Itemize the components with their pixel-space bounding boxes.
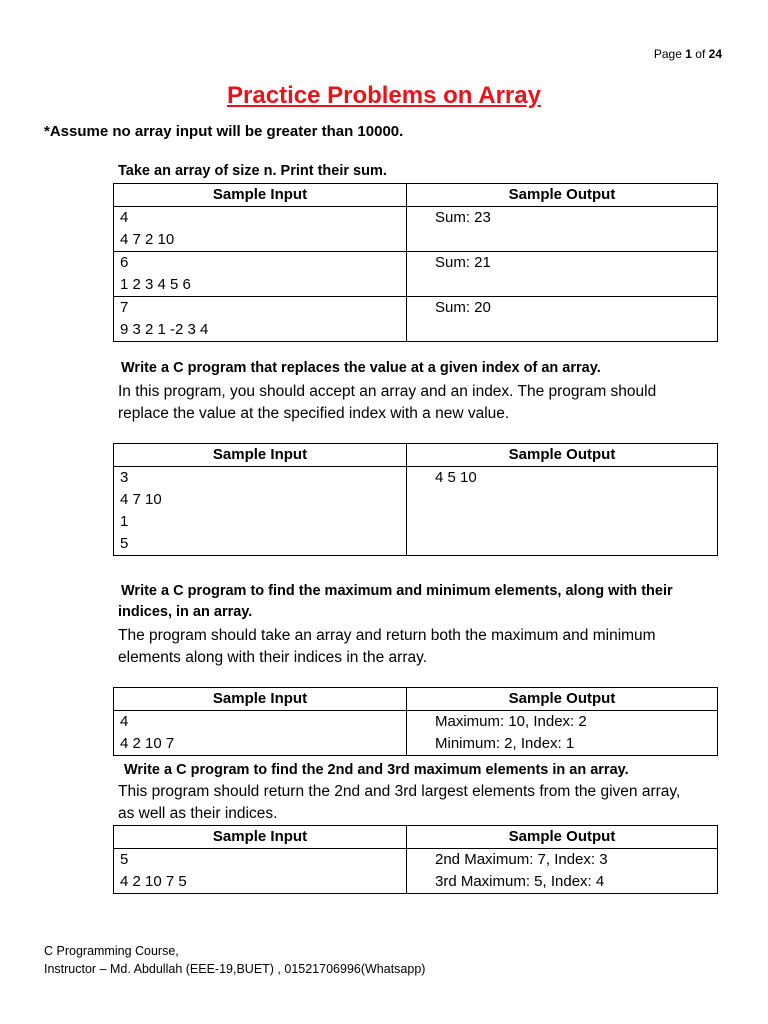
input-line: 4 2 10 7 bbox=[120, 735, 175, 752]
problem-2-description bbox=[118, 381, 656, 425]
page-of: of bbox=[695, 47, 706, 61]
page-number bbox=[654, 47, 722, 61]
footer-course: C Programming Course, bbox=[44, 944, 179, 958]
description-line: replace the value at the specified index with a new value. bbox=[118, 405, 510, 422]
page-title: Practice Problems on Array bbox=[227, 82, 541, 109]
input-line: 9 3 2 1 -2 3 4 bbox=[120, 321, 209, 338]
sample-input-header: Sample Input bbox=[114, 688, 407, 711]
problem-1-table bbox=[113, 183, 718, 342]
problem-4-heading: Write a C program to find the 2nd and 3rd maximum elements in an array. bbox=[124, 762, 629, 778]
description-line: This program should return the 2nd and 3rd largest elements from the given array, bbox=[118, 783, 681, 800]
problem-3-heading-cont: indices, in an array. bbox=[118, 604, 253, 620]
sample-output-cell bbox=[407, 297, 718, 342]
input-line: 1 2 3 4 5 6 bbox=[120, 276, 191, 293]
problem-4-description bbox=[118, 781, 680, 825]
sample-input-cell bbox=[114, 467, 407, 556]
output-line: Sum: 23 bbox=[435, 209, 491, 226]
problem-3-heading: Write a C program to find the maximum and minimum elements, along with their bbox=[121, 583, 673, 599]
assumption-note: *Assume no array input will be greater than 10000. bbox=[44, 123, 404, 140]
problem-3-table bbox=[113, 687, 718, 756]
problem-2-table bbox=[113, 443, 718, 556]
input-line: 5 bbox=[120, 851, 129, 868]
table-row bbox=[114, 467, 718, 556]
output-line: 2nd Maximum: 7, Index: 3 bbox=[435, 851, 608, 868]
sample-output-header: Sample Output bbox=[407, 826, 718, 849]
input-line: 5 bbox=[120, 535, 129, 552]
table-row bbox=[114, 207, 718, 252]
input-line: 4 bbox=[120, 209, 129, 226]
output-line: Minimum: 2, Index: 1 bbox=[435, 735, 575, 752]
input-line: 6 bbox=[120, 254, 129, 271]
sample-output-cell bbox=[407, 252, 718, 297]
sample-output-cell bbox=[407, 467, 718, 556]
output-line: Maximum: 10, Index: 2 bbox=[435, 713, 587, 730]
page-label: Page bbox=[653, 47, 682, 61]
description-line: elements along with their indices in the array. bbox=[118, 649, 428, 666]
sample-input-cell bbox=[114, 711, 407, 756]
problem-1-heading: Take an array of size n. Print their sum. bbox=[118, 163, 387, 179]
table-row bbox=[114, 711, 718, 756]
sample-output-header: Sample Output bbox=[407, 688, 718, 711]
table-header-row bbox=[114, 826, 718, 849]
sample-input-cell bbox=[114, 849, 407, 894]
sample-input-header: Sample Input bbox=[114, 826, 407, 849]
input-line: 4 7 10 bbox=[120, 491, 162, 508]
sample-input-cell bbox=[114, 207, 407, 252]
output-line: 4 5 10 bbox=[435, 469, 477, 486]
sample-input-header: Sample Input bbox=[114, 444, 407, 467]
input-line: 4 7 2 10 bbox=[120, 231, 175, 248]
sample-input-cell bbox=[114, 252, 407, 297]
page-current: 1 bbox=[685, 47, 692, 61]
description-line: In this program, you should accept an array and an index. The program should bbox=[118, 383, 657, 400]
table-header-row bbox=[114, 184, 718, 207]
sample-output-cell bbox=[407, 711, 718, 756]
footer bbox=[44, 942, 425, 978]
input-line: 3 bbox=[120, 469, 129, 486]
table-header-row bbox=[114, 688, 718, 711]
input-line: 1 bbox=[120, 513, 129, 530]
sample-input-header: Sample Input bbox=[114, 184, 407, 207]
sample-input-cell bbox=[114, 297, 407, 342]
table-row bbox=[114, 252, 718, 297]
output-line: 3rd Maximum: 5, Index: 4 bbox=[435, 873, 605, 890]
footer-instructor: Instructor – Md. Abdullah (EEE-19,BUET) , 01521706996(Whatsapp) bbox=[44, 962, 426, 976]
table-row bbox=[114, 297, 718, 342]
output-line: Sum: 20 bbox=[435, 299, 491, 316]
description-line: The program should take an array and return both the maximum and minimum bbox=[118, 627, 656, 644]
problem-3-description bbox=[118, 625, 656, 669]
output-line: Sum: 21 bbox=[435, 254, 491, 271]
sample-output-cell bbox=[407, 207, 718, 252]
problem-2-heading: Write a C program that replaces the value at a given index of an array. bbox=[121, 360, 601, 376]
table-row bbox=[114, 849, 718, 894]
table-header-row bbox=[114, 444, 718, 467]
input-line: 7 bbox=[120, 299, 129, 316]
sample-output-header: Sample Output bbox=[407, 184, 718, 207]
description-line: as well as their indices. bbox=[118, 805, 278, 822]
sample-output-header: Sample Output bbox=[407, 444, 718, 467]
sample-output-cell bbox=[407, 849, 718, 894]
input-line: 4 2 10 7 5 bbox=[120, 873, 187, 890]
problem-4-table bbox=[113, 825, 718, 894]
page-total: 24 bbox=[708, 47, 722, 61]
input-line: 4 bbox=[120, 713, 129, 730]
